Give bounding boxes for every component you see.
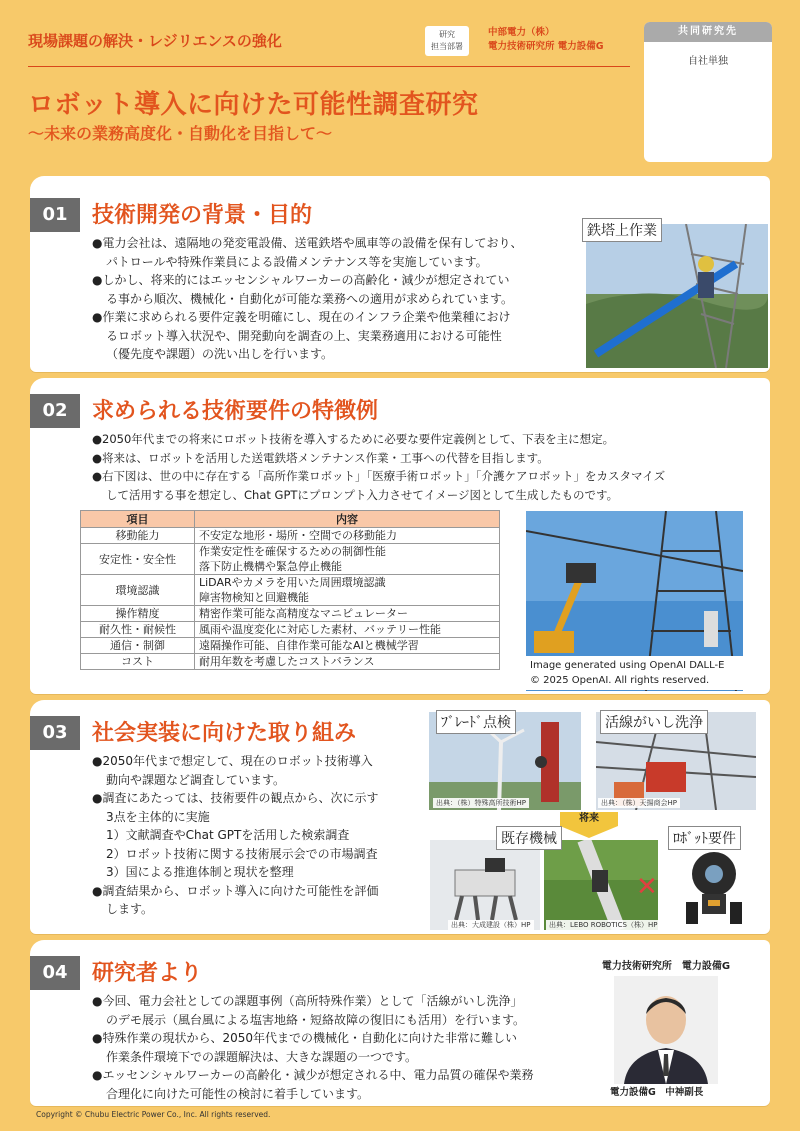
section-3-bullets (92, 752, 432, 919)
section-4-number: 04 (30, 956, 80, 990)
tower-work-illustration (586, 224, 768, 368)
section-2-number: 02 (30, 394, 80, 428)
bullet: ●右下図は、世の中に存在する「高所作業ロボット」「医療手術ロボット」「介護ケアロボット」をカスタマイズ (92, 469, 666, 483)
table-cell-item: 安定性・安全性 (81, 544, 195, 575)
collaborator-title: 共同研究先 (644, 22, 772, 42)
collaborator-value: 自社単独 (688, 56, 728, 67)
dept-label-line2: 担当部署 (431, 42, 463, 51)
table-cell-line: 作業安定性を確保するための制御性能 (199, 545, 386, 558)
table-cell-item: 操作精度 (81, 606, 195, 622)
dalle-caption (526, 656, 743, 690)
lebo-credit: 出典：LEBO ROBOTICS（株）HP (546, 920, 660, 930)
bullet-cont: して活用する事を想定し、Chat GPTにプロンプト入力させてイメージ図として生成したものです。 (106, 487, 619, 502)
bullet-cont: 動向や課題など調査しています。 (106, 772, 286, 787)
dog-credit: 出典：大成建設（株）HP (448, 920, 534, 930)
researcher-illustration (614, 976, 718, 1084)
robot-requirement-photo (672, 840, 756, 930)
dalle-caption-line2: © 2025 OpenAI. All rights reserved. (530, 675, 710, 686)
section-4-bullets (92, 992, 602, 1103)
table-cell-item: 環境認識 (81, 575, 195, 606)
bullet: ●調査結果から、ロボット導入に向けた可能性を評価 (92, 883, 379, 898)
bullet: ●今回、電力会社としての課題事例（高所特殊作業）として「活線がいし洗浄」 (92, 994, 523, 1008)
bullet: ●しかし、将来的にはエッセンシャルワーカーの高齢化・減少が想定されてい (92, 273, 510, 287)
requirements-table (80, 510, 500, 670)
bullet: ●作業に求められる要件定義を明確にし、現在のインフラ企業や他業種におけ (92, 310, 511, 324)
table-cell-line: 障害物検知と回避機能 (199, 591, 309, 604)
table-cell-content (195, 575, 500, 606)
researcher-org: 電力技術研究所 電力設備G (584, 957, 748, 972)
table-cell-line: 落下防止機構や緊急停止機能 (199, 560, 342, 573)
table-cell-content: 風雨や温度変化に対応した素材、バッテリー性能 (195, 622, 500, 638)
section-1-number: 01 (30, 198, 80, 232)
table-header-row (81, 511, 500, 528)
header-divider (28, 66, 630, 67)
table-row (81, 638, 500, 654)
table-row (81, 622, 500, 638)
section-4-title: 研究者より (92, 961, 203, 986)
robot-dog-illustration (430, 840, 540, 930)
table-row (81, 528, 500, 544)
table-header-item: 項目 (81, 511, 195, 528)
bullet-cont: パトロールや特殊作業員による設備メンテナンス等を実施しています。 (106, 254, 488, 269)
table-cell-line: LiDARやカメラを用いた周囲環境認識 (199, 576, 386, 589)
sub-item: 2）ロボット技術に関する技術展示会での市場調査 (106, 846, 378, 861)
dept-name (488, 26, 604, 54)
table-cell-content: 不安定な地形・場所・空間での移動能力 (195, 528, 500, 544)
section-1-title: 技術開発の背景・目的 (92, 203, 313, 228)
robot-dog-photo (430, 840, 540, 930)
robot-requirement-label: ﾛﾎﾞｯﾄ要件 (668, 826, 741, 850)
tower-work-photo (586, 224, 768, 368)
table-cell-content: 耐用年数を考慮したコストバランス (195, 654, 500, 670)
page-subtitle: ～未来の業務高度化・自動化を目指して～ (28, 124, 333, 143)
collaborator-box (644, 22, 772, 162)
cross-icon: ✕ (636, 872, 658, 902)
robot-requirement-illustration (672, 840, 756, 930)
section-2-bullets (92, 430, 762, 504)
bullet-cont: 合理化に向けた可能性の検討に着手しています。 (106, 1086, 370, 1101)
section-3-title: 社会実装に向けた取り組み (92, 721, 357, 746)
bullet-cont: るロボット導入状況や、開発動向を調査の上、実業務適用における可能性 (106, 328, 502, 343)
dept-company: 中部電力（株） (488, 27, 555, 38)
section-2-title: 求められる技術要件の特徴例 (92, 399, 379, 424)
bullet-cont: る事から順次、機械化・自動化が可能な業務への適用が求められています。 (106, 291, 514, 306)
section-1-bullets (92, 234, 582, 364)
bullet-cont: （優先度や課題）の洗い出しを行います。 (106, 347, 334, 361)
dept-division: 電力技術研究所 電力設備G (488, 41, 604, 52)
category-heading: 現場課題の解決・レジリエンスの強化 (28, 32, 282, 50)
bullet-cont: 3点を主体的に実施 (106, 809, 210, 824)
bullet: ●2050年代まで想定して、現在のロボット技術導入 (92, 754, 373, 768)
bullet: ●調査にあたっては、技術要件の観点から、次に示す (92, 791, 379, 805)
table-row (81, 654, 500, 670)
table-row (81, 606, 500, 622)
bullet-cont: します。 (106, 902, 154, 916)
insulator-washing-label: 活線がいし洗浄 (600, 710, 708, 734)
bullet: ●特殊作業の現状から、2050年代までの機械化・自動化に向けた非常に難しい (92, 1031, 518, 1045)
wash-credit: 出典：（株）天揚商会HP (598, 798, 680, 808)
table-header-content: 内容 (195, 511, 500, 528)
bullet: ●エッセンシャルワーカーの高齢化・減少が想定される中、電力品質の確保や業務 (92, 1068, 534, 1082)
table-cell-content (195, 544, 500, 575)
blade-inspection-label: ﾌﾞﾚｰﾄﾞ点検 (436, 710, 516, 734)
table-cell-item: 移動能力 (81, 528, 195, 544)
bullet: ●2050年代までの将来にロボット技術を導入するために必要な要件定義例として、下表を主に想定。 (92, 432, 615, 446)
dept-label-line1: 研究 (439, 30, 455, 39)
future-arrow-label: 将来 (561, 812, 617, 826)
dalle-caption-line1: Image generated using OpenAI DALL-E (530, 660, 725, 671)
bullet: ●将来は、ロボットを活用した送電鉄塔メンテナンス作業・工事への代替を目指します。 (92, 450, 549, 465)
page-title: ロボット導入に向けた可能性調査研究 (28, 90, 479, 120)
sub-item: 1）文献調査やChat GPTを活用した検索調査 (106, 828, 350, 842)
researcher-name: 電力設備G 中神副長 (610, 1087, 704, 1098)
table-cell-item: コスト (81, 654, 195, 670)
tower-work-label: 鉄塔上作業 (582, 218, 662, 242)
table-cell-content: 遠隔操作可能、自律作業可能なAIと機械学習 (195, 638, 500, 654)
copyright: Copyright © Chubu Electric Power Co., Inc. All rights reserved. (36, 1110, 271, 1119)
bullet-cont: 作業条件環境下での課題解決は、大きな課題の一つです。 (106, 1049, 418, 1064)
bullet: ●電力会社は、遠隔地の発変電設備、送電鉄塔や風車等の設備を保有しており、 (92, 236, 523, 250)
table-cell-item: 耐久性・耐候性 (81, 622, 195, 638)
bullet-cont: のデモ展示（風台風による塩害地絡・短絡故障の復旧にも活用）を行います。 (106, 1012, 526, 1027)
existing-machine-label: 既存機械 (496, 826, 562, 850)
table-row (81, 575, 500, 606)
researcher-portrait (614, 976, 718, 1084)
sub-item: 3）国による推進体制と現状を整理 (106, 865, 294, 879)
blade-credit: 出典：（株）特殊高所技術HP (433, 798, 529, 808)
table-cell-content: 精密作業可能な高精度なマニピュレーター (195, 606, 500, 622)
section-3-number: 03 (30, 716, 80, 750)
table-row (81, 544, 500, 575)
dept-label-box (425, 26, 469, 56)
table-cell-item: 通信・制御 (81, 638, 195, 654)
